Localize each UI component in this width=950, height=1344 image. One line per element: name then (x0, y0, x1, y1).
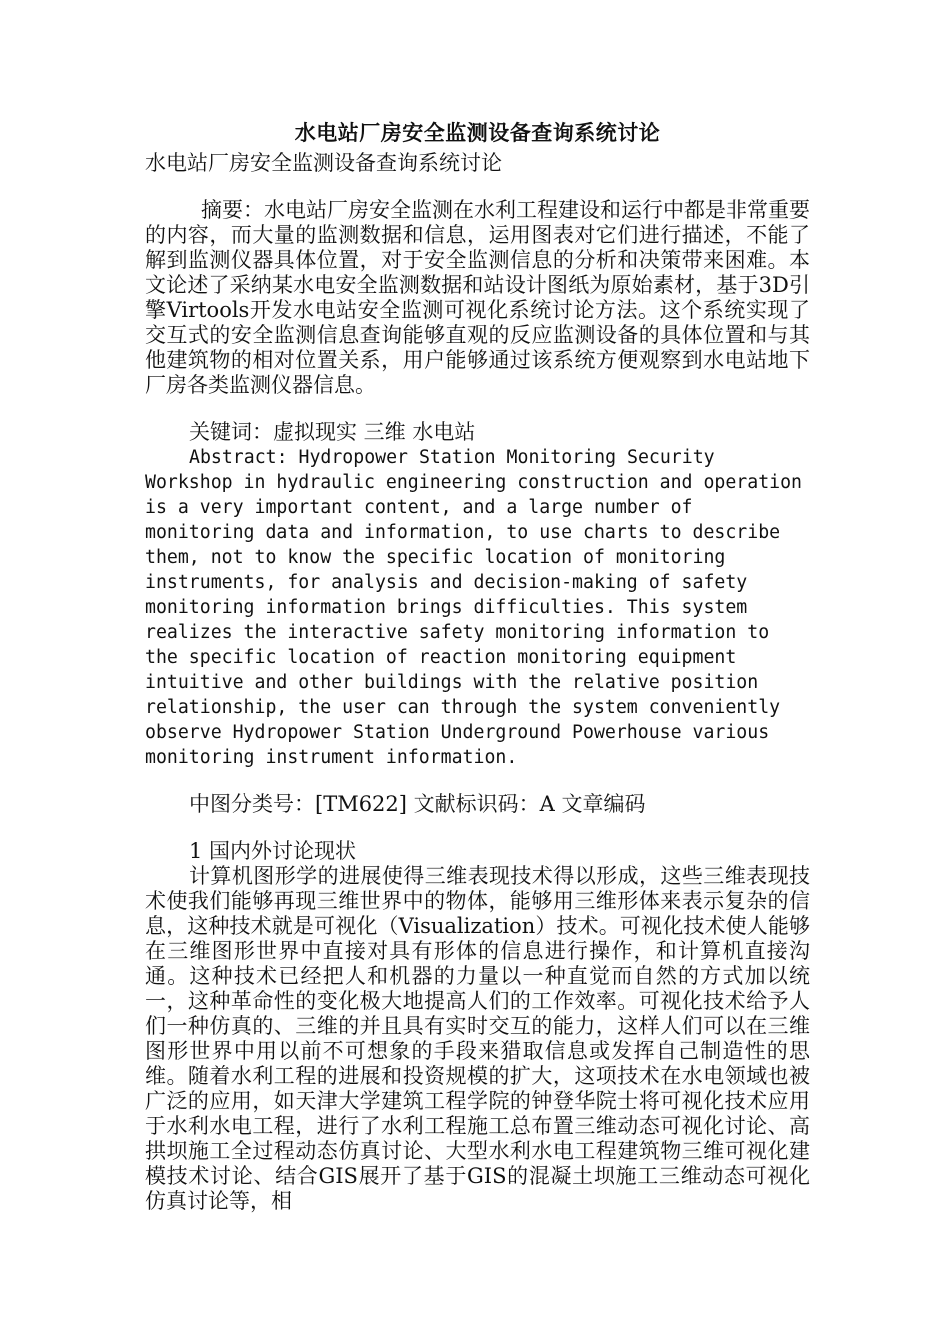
document-title: 水电站厂房安全监测设备查询系统讨论 (294, 120, 661, 145)
section-body: 计算机图形学的进展使得三维表现技术得以形成，这些三维表现技术使我们能够再现三维世界中的物体，能够用三维形体来表示复杂的信息，这种技术就是可视化（Visualization）技术。可视化技术使人能够在三维图形世界中直接对具有形体的信息进行操作，和计算机直接沟通。这种技术已经把人和机器的力量以一种直觉而自然的方式加以统一，这种革命性的变化极大地提高人们的工作效率。可视化技术给予人们一种仿真的、三维的并且具有实时交互的能力，这样人们可以在三维图形世界中用以前不可想象的手段来猎取信息或发挥自己制造性的思维。随着水利工程的进展和投资规模的扩大，这项技术在水电领域也被广泛的应用，如天津大学建筑工程学院的钟登华院士将可视化技术应用于水利水电工程，进行了水利工程施工总布置三维动态可视化讨论、高拱坝施工全过程动态仿真讨论、大型水利水电工程建筑物三维可视化建模技术讨论、结合GIS展开了基于GIS的混凝土坝施工三维动态可视化仿真讨论等，相 (145, 864, 810, 1213)
section-heading: 1 国内外讨论现状 (189, 839, 357, 863)
abstract-chinese: 摘要：水电站厂房安全监测在水利工程建设和运行中都是非常重要的内容，而大量的监测数据和信息，运用图表对它们进行描述，不能了解到监测仪器具体位置，对于安全监测信息的分析和决策带来困难。本文论述了采纳某水电安全监测数据和站设计图纸为原始素材，基于3D引擎Virtools开发水电站安全监测可视化系统讨论方法。这个系统实现了交互式的安全监测信息查询能够直观的反应监测设备的具体位置和与其他建筑物的相对位置关系，用户能够通过该系统方便观察到水电站地下厂房各类监测仪器信息。 (145, 198, 810, 397)
abstract-english: Abstract: Hydropower Station Monitoring Security Workshop in hydraulic engineering construction and operation is a very important content, and a large number of monitoring data and information, to use charts to describe them, not to know the specific location of monitoring instruments, for analysis and decision-making of safety monitoring information brings difficulties. This system realizes the interactive safety monitoring information to the specific location of reaction monitoring equipment intuitive and other buildings with the relative position relationship, the user can through the system conveniently observe Hydropower Station Underground Powerhouse various monitoring instrument information. (145, 447, 813, 768)
document-page (145, 118, 813, 1214)
keywords: 关键词：虚拟现实 三维 水电站 (189, 420, 476, 444)
spacer (145, 398, 810, 420)
spacer (145, 770, 810, 792)
document-subtitle: 水电站厂房安全监测设备查询系统讨论 (145, 151, 502, 175)
classification-line: 中图分类号：[TM622] 文献标识码：A 文章编码 (189, 792, 646, 816)
spacer (145, 817, 810, 839)
